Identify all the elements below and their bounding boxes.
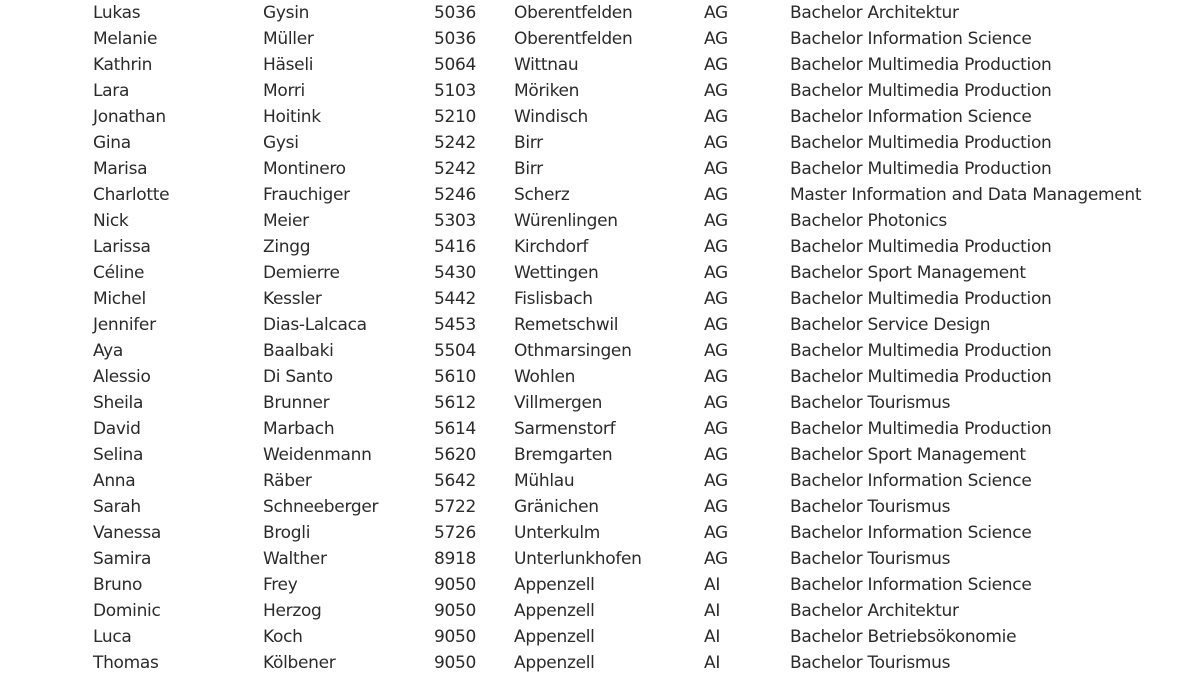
- table-row: [0, 494, 1192, 520]
- program-cell: Bachelor Multimedia Production: [790, 367, 1052, 387]
- city-cell: Remetschwil: [514, 315, 619, 335]
- canton-cell: AG: [704, 523, 728, 543]
- postal-code-cell: 5064: [434, 55, 477, 75]
- postal-code-cell: 5210: [434, 107, 477, 127]
- canton-cell: AG: [704, 263, 728, 283]
- city-cell: Würenlingen: [514, 211, 618, 231]
- first-name-cell: Vanessa: [93, 523, 161, 543]
- city-cell: Wettingen: [514, 263, 599, 283]
- table-row: [0, 260, 1192, 286]
- city-cell: Appenzell: [514, 601, 595, 621]
- first-name-cell: Melanie: [93, 29, 158, 49]
- city-cell: Appenzell: [514, 627, 595, 647]
- program-cell: Bachelor Information Science: [790, 107, 1032, 127]
- program-cell: Bachelor Multimedia Production: [790, 289, 1052, 309]
- first-name-cell: Bruno: [93, 575, 143, 595]
- city-cell: Bremgarten: [514, 445, 613, 465]
- postal-code-cell: 5246: [434, 185, 477, 205]
- city-cell: Unterkulm: [514, 523, 601, 543]
- first-name-cell: Charlotte: [93, 185, 170, 205]
- first-name-cell: Lara: [93, 81, 130, 101]
- canton-cell: AG: [704, 367, 728, 387]
- first-name-cell: Sarah: [93, 497, 141, 517]
- postal-code-cell: 5430: [434, 263, 477, 283]
- program-cell: Bachelor Tourismus: [790, 653, 951, 673]
- program-cell: Bachelor Tourismus: [790, 497, 951, 517]
- last-name-cell: Hoitink: [263, 107, 321, 127]
- table-row: [0, 390, 1192, 416]
- city-cell: Gränichen: [514, 497, 599, 517]
- table-row: [0, 104, 1192, 130]
- postal-code-cell: 5726: [434, 523, 477, 543]
- table-row: [0, 468, 1192, 494]
- last-name-cell: Dias-Lalcaca: [263, 315, 367, 335]
- program-cell: Bachelor Information Science: [790, 29, 1032, 49]
- table-row: [0, 286, 1192, 312]
- program-cell: Bachelor Sport Management: [790, 445, 1026, 465]
- first-name-cell: Céline: [93, 263, 145, 283]
- postal-code-cell: 5036: [434, 3, 477, 23]
- postal-code-cell: 5103: [434, 81, 477, 101]
- canton-cell: AI: [704, 653, 721, 673]
- last-name-cell: Montinero: [263, 159, 346, 179]
- table-row: [0, 338, 1192, 364]
- last-name-cell: Walther: [263, 549, 327, 569]
- last-name-cell: Di Santo: [263, 367, 333, 387]
- postal-code-cell: 9050: [434, 575, 477, 595]
- postal-code-cell: 5453: [434, 315, 477, 335]
- program-cell: Master Information and Data Management: [790, 185, 1142, 205]
- canton-cell: AG: [704, 445, 728, 465]
- last-name-cell: Zingg: [263, 237, 311, 257]
- last-name-cell: Weidenmann: [263, 445, 372, 465]
- table-row: [0, 130, 1192, 156]
- last-name-cell: Meier: [263, 211, 309, 231]
- city-cell: Sarmenstorf: [514, 419, 616, 439]
- city-cell: Villmergen: [514, 393, 603, 413]
- program-cell: Bachelor Multimedia Production: [790, 81, 1052, 101]
- postal-code-cell: 5722: [434, 497, 477, 517]
- last-name-cell: Schneeberger: [263, 497, 379, 517]
- program-cell: Bachelor Tourismus: [790, 393, 951, 413]
- last-name-cell: Brogli: [263, 523, 311, 543]
- first-name-cell: Gina: [93, 133, 131, 153]
- canton-cell: AG: [704, 81, 728, 101]
- city-cell: Unterlunkhofen: [514, 549, 642, 569]
- last-name-cell: Koch: [263, 627, 303, 647]
- last-name-cell: Gysi: [263, 133, 299, 153]
- last-name-cell: Frauchiger: [263, 185, 350, 205]
- postal-code-cell: 5610: [434, 367, 477, 387]
- first-name-cell: Kathrin: [93, 55, 153, 75]
- program-cell: Bachelor Information Science: [790, 523, 1032, 543]
- postal-code-cell: 5303: [434, 211, 477, 231]
- canton-cell: AI: [704, 575, 721, 595]
- first-name-cell: Samira: [93, 549, 152, 569]
- city-cell: Appenzell: [514, 653, 595, 673]
- city-cell: Windisch: [514, 107, 589, 127]
- postal-code-cell: 5442: [434, 289, 477, 309]
- last-name-cell: Brunner: [263, 393, 330, 413]
- program-cell: Bachelor Multimedia Production: [790, 55, 1052, 75]
- canton-cell: AG: [704, 55, 728, 75]
- last-name-cell: Gysin: [263, 3, 310, 23]
- city-cell: Oberentfelden: [514, 29, 633, 49]
- program-cell: Bachelor Photonics: [790, 211, 947, 231]
- table-row: [0, 0, 1192, 26]
- program-cell: Bachelor Service Design: [790, 315, 991, 335]
- table-row: [0, 572, 1192, 598]
- last-name-cell: Marbach: [263, 419, 335, 439]
- table-row: [0, 416, 1192, 442]
- first-name-cell: Lukas: [93, 3, 141, 23]
- table-row: [0, 234, 1192, 260]
- city-cell: Möriken: [514, 81, 580, 101]
- first-name-cell: Sheila: [93, 393, 144, 413]
- table-row: [0, 156, 1192, 182]
- postal-code-cell: 9050: [434, 601, 477, 621]
- first-name-cell: Nick: [93, 211, 129, 231]
- last-name-cell: Morri: [263, 81, 305, 101]
- city-cell: Othmarsingen: [514, 341, 632, 361]
- first-name-cell: Thomas: [93, 653, 159, 673]
- canton-cell: AG: [704, 107, 728, 127]
- city-cell: Mühlau: [514, 471, 575, 491]
- postal-code-cell: 5614: [434, 419, 477, 439]
- program-cell: Bachelor Information Science: [790, 575, 1032, 595]
- canton-cell: AG: [704, 419, 728, 439]
- last-name-cell: Herzog: [263, 601, 322, 621]
- first-name-cell: Dominic: [93, 601, 161, 621]
- first-name-cell: David: [93, 419, 141, 439]
- first-name-cell: Selina: [93, 445, 144, 465]
- table-row: [0, 650, 1192, 676]
- postal-code-cell: 5642: [434, 471, 477, 491]
- first-name-cell: Jennifer: [93, 315, 156, 335]
- postal-code-cell: 5242: [434, 159, 477, 179]
- city-cell: Oberentfelden: [514, 3, 633, 23]
- program-cell: Bachelor Multimedia Production: [790, 159, 1052, 179]
- last-name-cell: Häseli: [263, 55, 314, 75]
- city-cell: Birr: [514, 133, 543, 153]
- last-name-cell: Frey: [263, 575, 298, 595]
- last-name-cell: Kölbener: [263, 653, 336, 673]
- table-row: [0, 520, 1192, 546]
- postal-code-cell: 5416: [434, 237, 477, 257]
- first-name-cell: Aya: [93, 341, 124, 361]
- postal-code-cell: 5620: [434, 445, 477, 465]
- table-row: [0, 312, 1192, 338]
- program-cell: Bachelor Sport Management: [790, 263, 1026, 283]
- city-cell: Wittnau: [514, 55, 579, 75]
- canton-cell: AG: [704, 29, 728, 49]
- program-cell: Bachelor Architektur: [790, 601, 959, 621]
- table-row: [0, 26, 1192, 52]
- table-row: [0, 364, 1192, 390]
- postal-code-cell: 8918: [434, 549, 477, 569]
- postal-code-cell: 5036: [434, 29, 477, 49]
- city-cell: Fislisbach: [514, 289, 593, 309]
- city-cell: Wohlen: [514, 367, 576, 387]
- postal-code-cell: 5504: [434, 341, 477, 361]
- first-name-cell: Anna: [93, 471, 136, 491]
- last-name-cell: Baalbaki: [263, 341, 334, 361]
- city-cell: Appenzell: [514, 575, 595, 595]
- program-cell: Bachelor Tourismus: [790, 549, 951, 569]
- table-row: [0, 598, 1192, 624]
- postal-code-cell: 5612: [434, 393, 477, 413]
- table-row: [0, 624, 1192, 650]
- table-row: [0, 442, 1192, 468]
- canton-cell: AG: [704, 3, 728, 23]
- city-cell: Scherz: [514, 185, 570, 205]
- program-cell: Bachelor Architektur: [790, 3, 959, 23]
- table-row: [0, 546, 1192, 572]
- first-name-cell: Michel: [93, 289, 146, 309]
- table-row: [0, 52, 1192, 78]
- canton-cell: AG: [704, 549, 728, 569]
- postal-code-cell: 9050: [434, 653, 477, 673]
- canton-cell: AG: [704, 237, 728, 257]
- program-cell: Bachelor Multimedia Production: [790, 341, 1052, 361]
- program-cell: Bachelor Multimedia Production: [790, 133, 1052, 153]
- canton-cell: AI: [704, 601, 721, 621]
- program-cell: Bachelor Multimedia Production: [790, 237, 1052, 257]
- table-row: [0, 208, 1192, 234]
- last-name-cell: Kessler: [263, 289, 322, 309]
- canton-cell: AG: [704, 211, 728, 231]
- last-name-cell: Räber: [263, 471, 312, 491]
- table-row: [0, 182, 1192, 208]
- program-cell: Bachelor Multimedia Production: [790, 419, 1052, 439]
- canton-cell: AG: [704, 133, 728, 153]
- city-cell: Birr: [514, 159, 543, 179]
- first-name-cell: Luca: [93, 627, 132, 647]
- canton-cell: AG: [704, 159, 728, 179]
- first-name-cell: Jonathan: [93, 107, 166, 127]
- first-name-cell: Larissa: [93, 237, 151, 257]
- program-cell: Bachelor Betriebsökonomie: [790, 627, 1017, 647]
- postal-code-cell: 5242: [434, 133, 477, 153]
- canton-cell: AG: [704, 341, 728, 361]
- postal-code-cell: 9050: [434, 627, 477, 647]
- canton-cell: AI: [704, 627, 721, 647]
- program-cell: Bachelor Information Science: [790, 471, 1032, 491]
- canton-cell: AG: [704, 393, 728, 413]
- first-name-cell: Alessio: [93, 367, 151, 387]
- canton-cell: AG: [704, 315, 728, 335]
- canton-cell: AG: [704, 185, 728, 205]
- last-name-cell: Demierre: [263, 263, 340, 283]
- canton-cell: AG: [704, 289, 728, 309]
- first-name-cell: Marisa: [93, 159, 148, 179]
- table-row: [0, 78, 1192, 104]
- canton-cell: AG: [704, 497, 728, 517]
- city-cell: Kirchdorf: [514, 237, 589, 257]
- last-name-cell: Müller: [263, 29, 314, 49]
- canton-cell: AG: [704, 471, 728, 491]
